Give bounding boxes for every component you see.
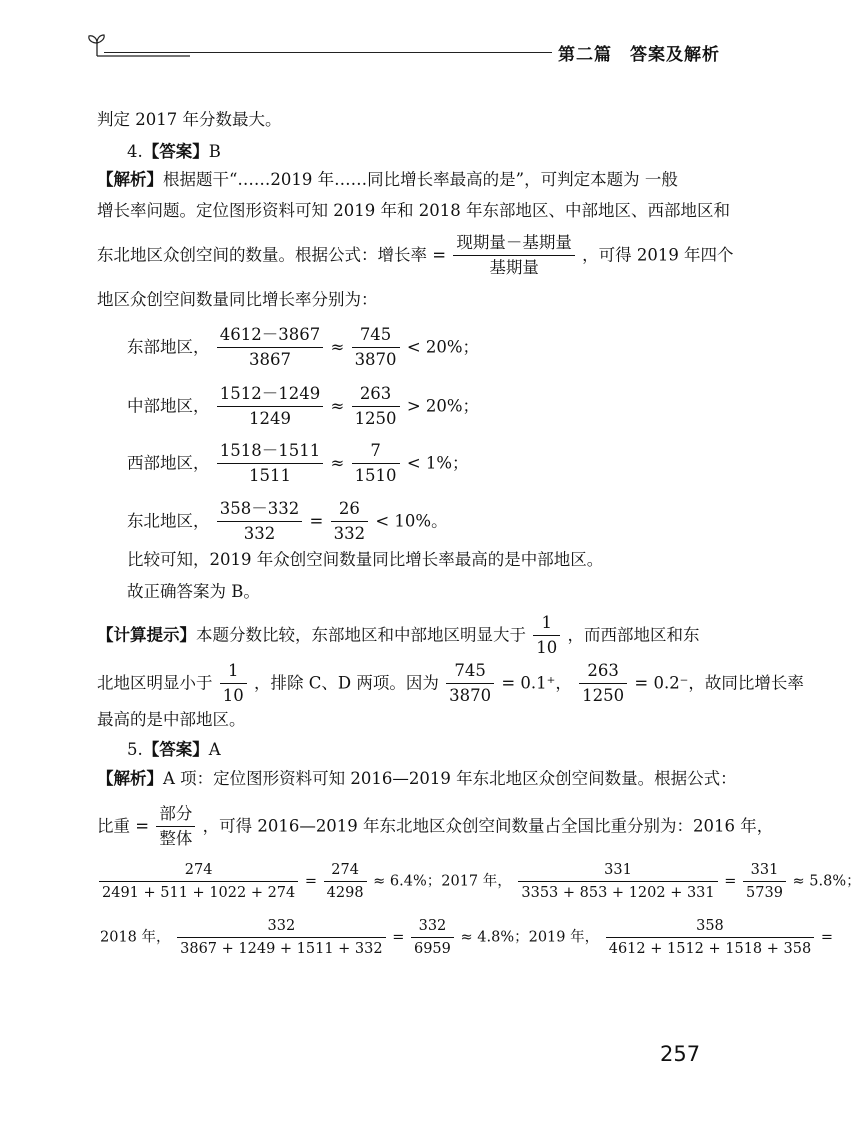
q5-analysis: 【解析】A 项：定位图形资料可知 2016—2019 年东北地区众创空间数量。根据公式： — [97, 769, 737, 788]
sprout-icon — [86, 32, 108, 58]
text-line: 判定 2017 年分数最大。 — [97, 110, 282, 129]
region-row: 西部地区， $\frac{1518-1511}{1511}$ ≈ $\frac{7}{1510}$ < 1%； — [127, 441, 469, 485]
region-row: 东部地区， $\frac{4612-3867}{3867}$ ≈ $\frac{745}{3870}$ < 20%； — [127, 325, 480, 369]
calc-tip-line-2: 北地区明显小于 $\frac{1}{10}$ ，排除 C、D 两项。因为 $\frac{745}{3870}$ = 0.1⁺， $\frac{263}{1250}$ = 0.2⁻，故同比增长率 — [97, 661, 804, 705]
q5-answer: 5.【答案】A — [127, 740, 221, 759]
growth-formula: $\frac{\text{现期量－基期量}}{\text{基期量}}$ — [453, 234, 575, 278]
growth-formula-line: 东北地区众创空间的数量。根据公式：增长率 = $\frac{\text{现期量－基期量}}{\text{基期量}}$ ，可得 2019 年四个 — [97, 233, 734, 277]
q4-answer: 4.【答案】B — [127, 142, 221, 161]
text-line: 比较可知，2019 年众创空间数量同比增长率最高的是中部地区。 — [127, 550, 604, 569]
text-line: 地区众创空间数量同比增长率分别为： — [97, 290, 378, 309]
ratio-2016-2017: $\frac{274}{2491 + 511 + 1022 + 274}$ = $\frac{274}{4298}$ ≈ 6.4%；2017 年， $\frac{331}{3353 + 853 + 1202 + 331}$ = $\frac{331}{5739}$ ≈ 5.8%； — [97, 862, 861, 901]
ratio-formula-line: 比重 = $\frac{\text{部分}}{\text{整体}}$ ，可得 2016—2019 年东北地区众创空间数量占全国比重分别为：2016 年， — [97, 804, 774, 848]
text-line: 最高的是中部地区。 — [97, 710, 246, 729]
header-rule — [104, 52, 552, 53]
calc-tip-line-1: 【计算提示】本题分数比较，东部地区和中部地区明显大于 $\frac{1}{10}$ ，而西部地区和东 — [97, 613, 700, 657]
header-title: 第二篇 答案及解析 — [558, 45, 720, 65]
ratio-2018-2019: 2018 年， $\frac{332}{3867 + 1249 + 1511 + 332}$ = $\frac{332}{6959}$ ≈ 4.8%；2019 年， $\frac{358}{4612 + 1512 + 1518 + 358}$ = — [100, 918, 833, 957]
region-row: 中部地区， $\frac{1512-1249}{1249}$ ≈ $\frac{263}{1250}$ > 20%； — [127, 384, 480, 428]
q4-analysis: 【解析】根据题干“……2019 年……同比增长率最高的是”，可判定本题为 一般 — [97, 170, 678, 189]
text-line: 增长率问题。定位图形资料可知 2019 年和 2018 年东部地区、中部地区、西部地区和 — [97, 201, 730, 220]
text-line: 故正确答案为 B。 — [127, 582, 260, 601]
region-row: 东北地区， $\frac{358-332}{332}$ = $\frac{26}{332}$ < 10%。 — [127, 499, 448, 543]
page-number: 257 — [660, 1042, 701, 1066]
